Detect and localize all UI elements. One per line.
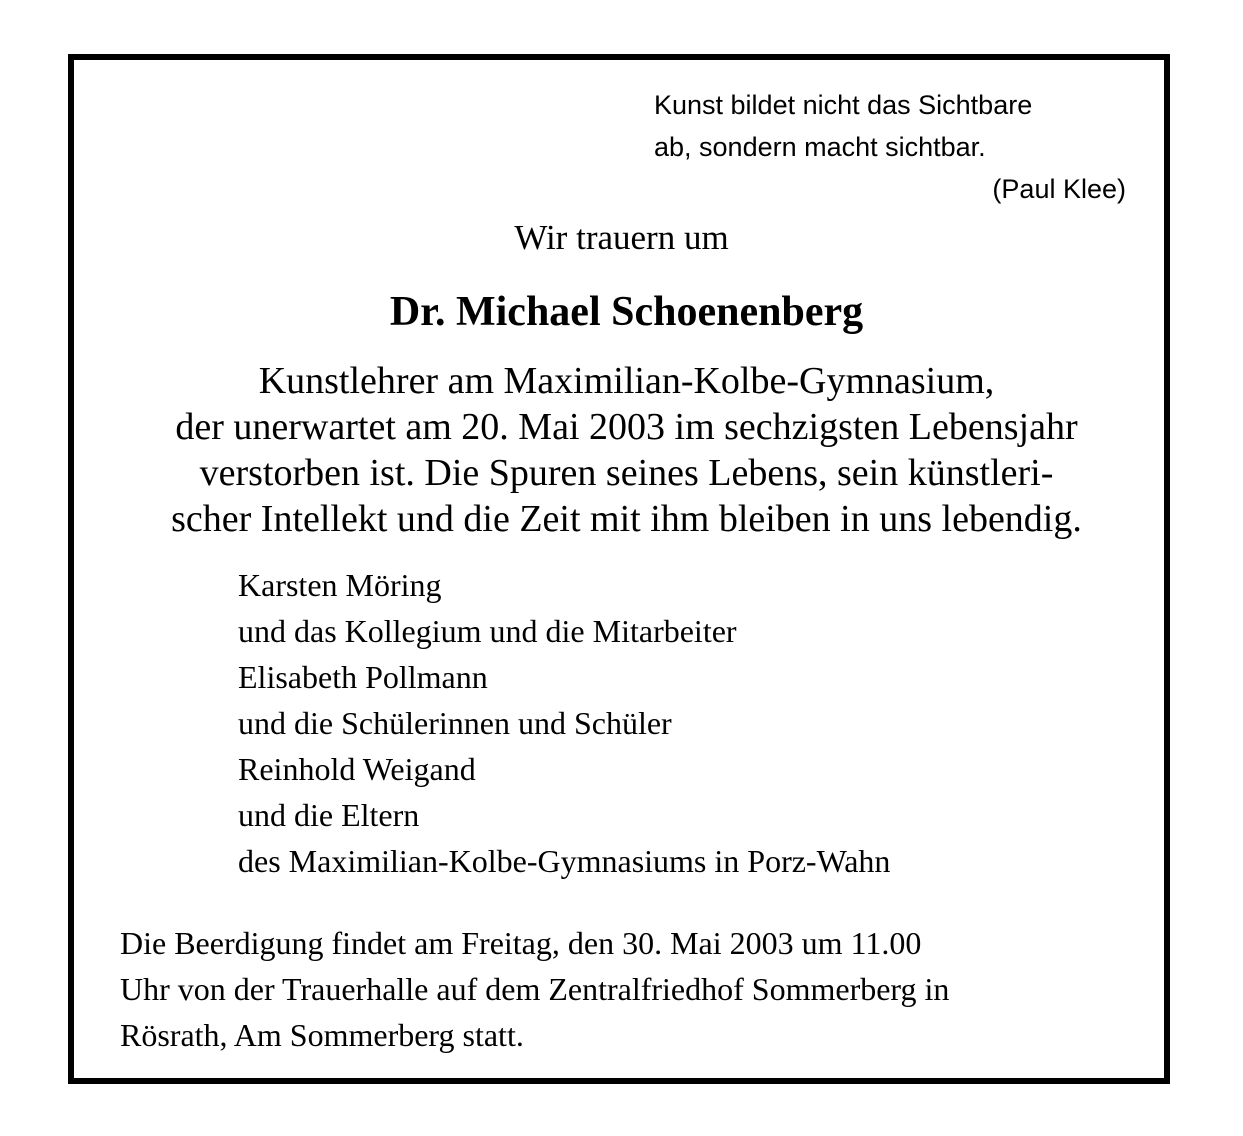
- signer-line: Karsten Möring: [238, 567, 442, 603]
- quote-line: Kunst bildet nicht das Sichtbare: [654, 90, 1033, 120]
- deceased-name: Dr. Michael Schoenenberg: [389, 289, 864, 335]
- obituary-line: der unerwartet am 20. Mai 2003 im sechzigsten Lebensjahr: [175, 406, 1078, 448]
- quote-author: (Paul Klee): [992, 174, 1126, 204]
- funeral-line: Rösrath, Am Sommerberg statt.: [120, 1017, 524, 1053]
- funeral-line: Uhr von der Trauerhalle auf dem Zentralfriedhof Sommerberg in: [120, 971, 950, 1007]
- quote-line: ab, sondern macht sichtbar.: [654, 132, 986, 162]
- signer-line: des Maximilian-Kolbe-Gymnasiums in Porz-Wahn: [238, 843, 891, 879]
- obituary-line: verstorben ist. Die Spuren seines Lebens, sein künstleri-: [199, 452, 1054, 494]
- signer-line: Elisabeth Pollmann: [238, 659, 488, 695]
- signer-line: Reinhold Weigand: [238, 751, 476, 787]
- signers-list: [238, 562, 890, 884]
- funeral-line: Die Beerdigung findet am Freitag, den 30. Mai 2003 um 11.00: [120, 925, 922, 961]
- signer-line: und die Schülerinnen und Schüler: [238, 705, 672, 741]
- signer-line: und die Eltern: [238, 797, 420, 833]
- obituary-line: scher Intellekt und die Zeit mit ihm bleiben in uns lebendig.: [171, 498, 1082, 540]
- obituary-text: [0, 358, 1243, 542]
- funeral-info: [120, 920, 949, 1058]
- signer-line: und das Kollegium und die Mitarbeiter: [238, 613, 737, 649]
- intro-heading: Wir trauern um: [514, 218, 729, 257]
- epigraph-quote: [654, 84, 1126, 210]
- obituary-line: Kunstlehrer am Maximilian-Kolbe-Gymnasium,: [258, 360, 995, 402]
